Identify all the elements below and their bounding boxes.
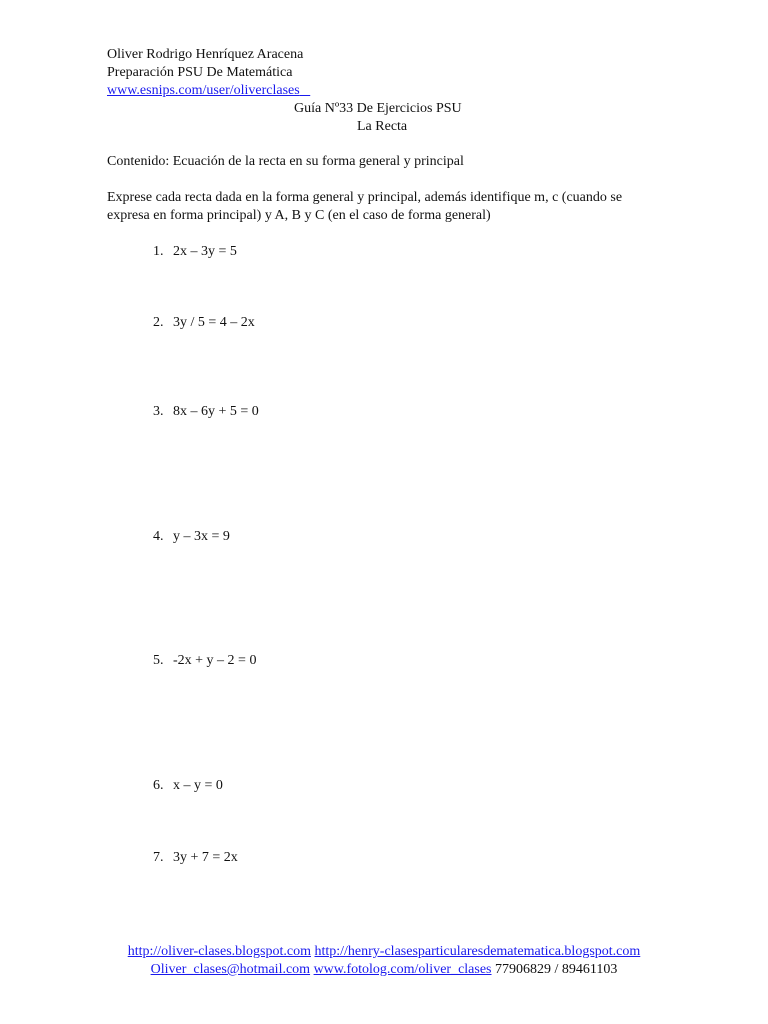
content-line: Contenido: Ecuación de la recta en su forma general y principal xyxy=(107,154,464,169)
exercise-item-3 xyxy=(153,403,259,421)
blog-link[interactable]: http://oliver-clases.blogspot.com xyxy=(127,944,311,959)
exercise-equation: 3y / 5 = 4 – 2x xyxy=(173,315,255,330)
footer-line-1 xyxy=(0,943,768,961)
header-link-line xyxy=(107,82,310,100)
exercise-equation: 2x – 3y = 5 xyxy=(173,244,237,259)
phone-numbers: 77906829 / 89461103 xyxy=(495,962,618,977)
exercise-item-6 xyxy=(153,777,223,795)
exercise-equation: 8x – 6y + 5 = 0 xyxy=(173,404,259,419)
exercise-equation: -2x + y – 2 = 0 xyxy=(173,653,257,668)
exercise-number: 5. xyxy=(153,653,164,668)
exercise-item-1 xyxy=(153,243,237,261)
footer-line-2 xyxy=(0,961,768,979)
exercise-item-2 xyxy=(153,314,255,332)
author-name: Oliver Rodrigo Henríquez Aracena xyxy=(107,47,304,62)
instructions-line-2: expresa en forma principal) y A, B y C (en el caso de forma general) xyxy=(107,208,491,223)
esnips-link-trailing-space[interactable] xyxy=(300,83,311,98)
exercise-item-7 xyxy=(153,849,238,867)
exercise-number: 6. xyxy=(153,778,164,793)
henry-blog-link[interactable]: http://henry-clasesparticularesdematematica.blogspot.com xyxy=(314,944,641,959)
fotolog-link[interactable]: www.fotolog.com/oliver_clases xyxy=(313,962,492,977)
exercise-equation: y – 3x = 9 xyxy=(173,529,230,544)
course-name: Preparación PSU De Matemática xyxy=(107,65,293,80)
exercise-equation: x – y = 0 xyxy=(173,778,223,793)
exercise-number: 1. xyxy=(153,244,164,259)
email-link[interactable]: Oliver_clases@hotmail.com xyxy=(150,962,311,977)
exercise-item-4 xyxy=(153,528,230,546)
exercise-number: 7. xyxy=(153,850,164,865)
exercise-number: 4. xyxy=(153,529,164,544)
exercise-equation: 3y + 7 = 2x xyxy=(173,850,238,865)
guide-title: Guía Nº33 De Ejercicios PSU xyxy=(294,101,462,116)
exercise-item-5 xyxy=(153,652,256,670)
instructions-line-1: Exprese cada recta dada en la forma general y principal, además identifique m, c (cuando se xyxy=(107,190,623,205)
exercise-number: 3. xyxy=(153,404,164,419)
topic-title: La Recta xyxy=(357,119,408,134)
esnips-link[interactable]: www.esnips.com/user/oliverclases xyxy=(107,83,300,98)
exercise-number: 2. xyxy=(153,315,164,330)
